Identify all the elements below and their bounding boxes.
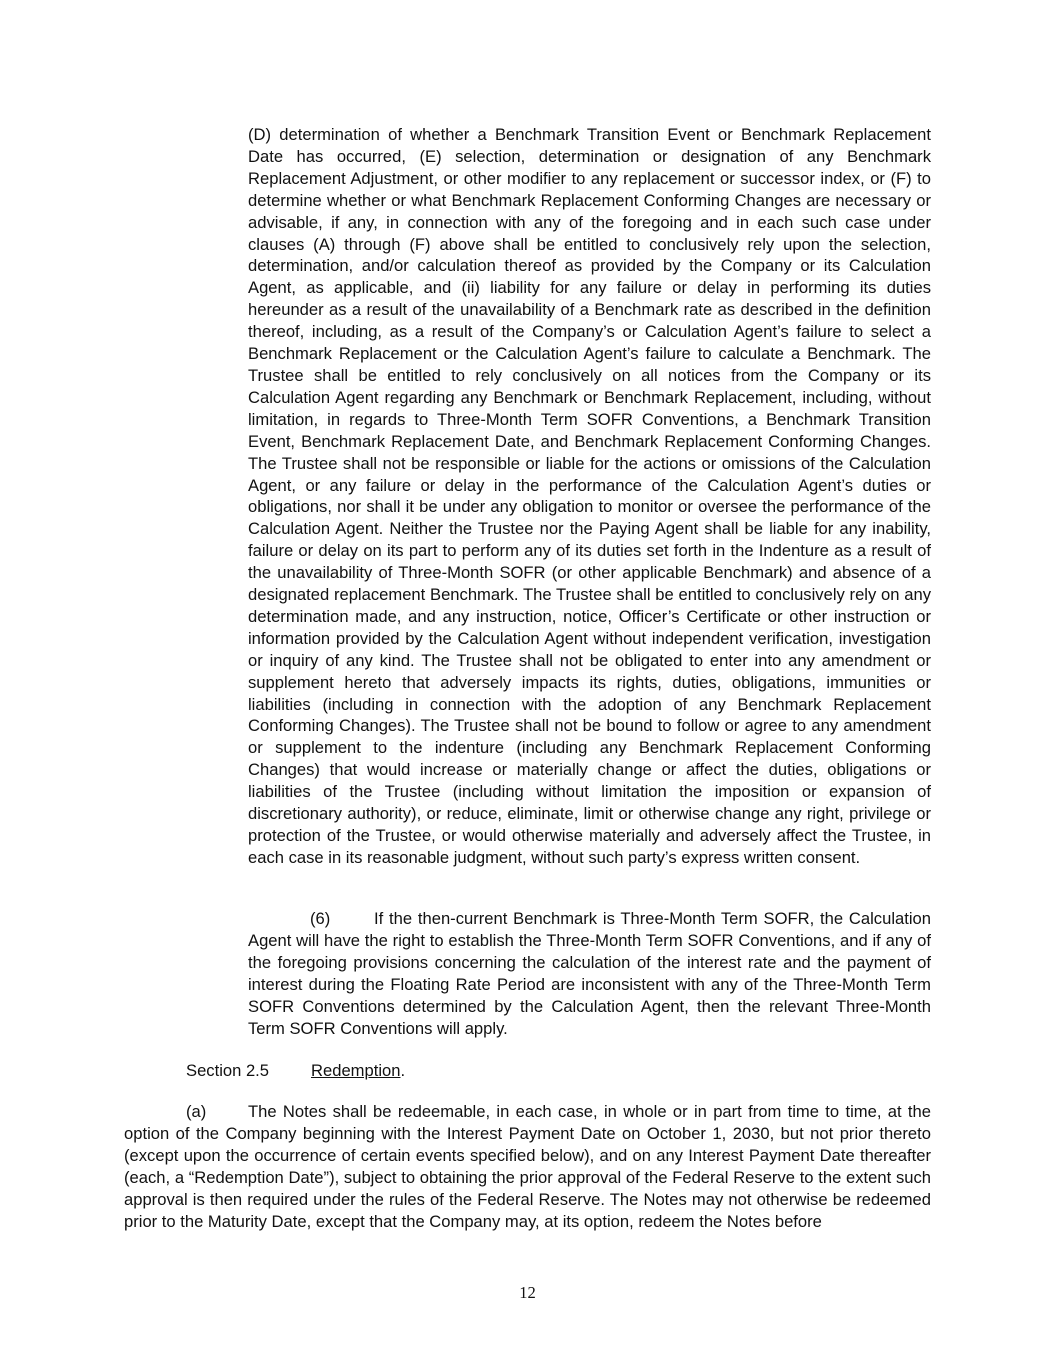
clause-six-paragraph	[248, 908, 931, 1039]
clause-six-text: If the then-current Benchmark is Three-Month Term SOFR, the Calculation Agent will have the right to establish the Three-Month Term SOFR Conventions, and if any of the foregoing provisions concerning the calculation of the interest rate and the payment of interest during the Floating Rate Period are inconsistent with any of the Three-Month Term SOFR Conventions determined by the Calculation Agent, then the relevant Three-Month Term SOFR Conventions will apply.	[248, 909, 931, 1038]
section-label: Section 2.5	[186, 1061, 270, 1080]
clause-six-number: (6)	[310, 909, 331, 928]
clause-a-number: (a)	[186, 1102, 207, 1121]
page-number: 12	[519, 1283, 536, 1302]
section-heading	[186, 1060, 405, 1082]
section-title-punctuation: .	[400, 1061, 406, 1080]
continuation-paragraph: (D) determination of whether a Benchmark Transition Event or Benchmark Replacement Date has occurred, (E) selection, determination or designation of any Benchmark Replacement Adjustment, or other modifier to any replacement or successor index, or (F) to determine whether or what Benchmark Replacement Conforming Changes are necessary or advisable, if any, in connection with any of the foregoing and in each such case under clauses (A) through (F) above shall be entitled to conclusively rely upon the selection, determination, and/or calculation thereof as provided by the Company or its Calculation Agent, as applicable, and (ii) liability for any failure or delay in performing its duties hereunder as a result of the unavailability of a Benchmark rate as described in the definition thereof, including, as a result of the Company’s or Calculation Agent’s failure to select a Benchmark Replacement or the Calculation Agent’s failure to calculate a Benchmark. The Trustee shall be entitled to rely conclusively on all notices from the Company or its Calculation Agent regarding any Benchmark or Benchmark Replacement, including, without limitation, in regards to Three-Month Term SOFR Conventions, a Benchmark Transition Event, Benchmark Replacement Date, and Benchmark Replacement Conforming Changes. The Trustee shall not be responsible or liable for the actions or omissions of the Calculation Agent, or any failure or delay in the performance of the Calculation Agent’s duties or obligations, nor shall it be under any obligation to monitor or oversee the performance of the Calculation Agent. Neither the Trustee nor the Paying Agent shall be liable for any inability, failure or delay on its part to perform any of its duties set forth in the Indenture as a result of the unavailability of Three-Month SOFR (or other applicable Benchmark) and absence of a designated replacement Benchmark. The Trustee shall be entitled to conclusively rely on any determination made, and any instruction, notice, Officer’s Certificate or other instruction or information provided by the Calculation Agent without independent verification, investigation or inquiry of any kind. The Trustee shall not be obligated to enter into any amendment or supplement hereto that adversely impacts its rights, duties, obligations, immunities or liabilities (including in connection with the adoption of any Benchmark Replacement Conforming Changes). The Trustee shall not be bound to follow or agree to any amendment or supplement to the indenture (including any Benchmark Replacement Conforming Changes) that would increase or materially change or affect the duties, obligations or liabilities of the Trustee (including without limitation the imposition or expansion of discretionary authority), or reduce, eliminate, limit or otherwise change any right, privilege or protection of the Trustee, or would otherwise materially and adversely affect the Trustee, in each case in its reasonable judgment, without such party’s express written consent.	[248, 125, 931, 867]
clause-a-paragraph	[124, 1101, 931, 1232]
clause-a-text: The Notes shall be redeemable, in each case, in whole or in part from time to time, at the option of the Company beginning with the Interest Payment Date on October 1, 2030, but not prior thereto (except upon the occurrence of certain events specified below), and on any Interest Payment Date thereafter (each, a “Redemption Date”), subject to obtaining the prior approval of the Federal Reserve to the extent such approval is then required under the rules of the Federal Reserve. The Notes may not otherwise be redeemed prior to the Maturity Date, except that the Company may, at its option, redeem the Notes before	[124, 1102, 931, 1231]
section-title: Redemption	[311, 1061, 401, 1080]
